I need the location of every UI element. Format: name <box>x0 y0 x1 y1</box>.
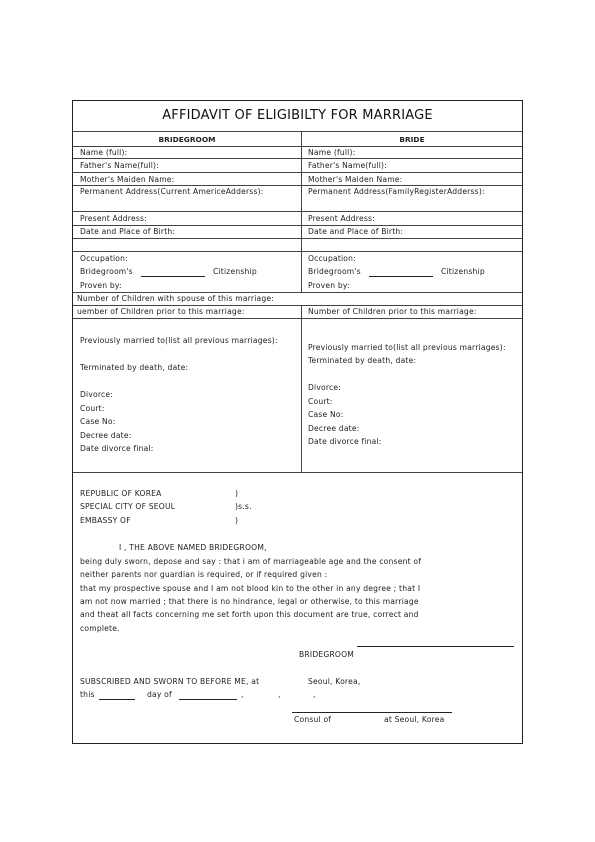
children-spouse-label: Number of Children with spouse of this marriage: <box>77 294 275 303</box>
consul-at: at Seoul, Korea <box>384 715 445 724</box>
groom-birth-label: Date and Place of Birth: <box>80 227 176 236</box>
month-blank[interactable] <box>179 699 237 700</box>
groom-mother-label: Mother's Maiden Name: <box>80 175 175 184</box>
subscribed-text: SUBSCRIBED AND SWORN TO BEFORE ME, at <box>80 677 260 686</box>
groom-court-label: Court: <box>80 404 105 413</box>
divider <box>73 225 522 226</box>
divider <box>73 211 522 212</box>
oath-line: I , THE ABOVE NAMED BRIDEGROOM, <box>119 543 267 552</box>
bride-occupation-label: Occupation: <box>308 254 356 263</box>
bride-terminated-label: Terminated by death, date: <box>308 356 417 365</box>
groom-decree-label: Decree date: <box>80 431 132 440</box>
bride-citizenship-blank[interactable] <box>369 276 433 277</box>
groom-father-label: Father's Name(full): <box>80 161 159 170</box>
subscribed-this: this <box>80 690 95 699</box>
groom-prev-married-label: Previously married to(list all previous marriages): <box>80 336 278 345</box>
column-divider <box>301 131 302 292</box>
bride-name-label: Name (full): <box>308 148 356 157</box>
oath-line: being duly sworn, depose and say : that i am of marriageable age and the consent of <box>80 557 422 566</box>
groom-citizenship-blank[interactable] <box>141 276 205 277</box>
venue-embassy: EMBASSY OF <box>80 516 131 525</box>
groom-occupation-label: Occupation: <box>80 254 128 263</box>
bride-present-label: Present Address: <box>308 214 375 223</box>
divider <box>73 305 522 306</box>
bride-header: BRIDE <box>399 135 425 144</box>
bride-mother-label: Mother's Maiden Name: <box>308 175 403 184</box>
venue-ss: )s.s. <box>235 502 252 511</box>
oath-line: am not now married ; that there is no hindrance, legal or otherwise, to this marriage <box>80 597 419 606</box>
groom-final-label: Date divorce final: <box>80 444 154 453</box>
oath-line: neither parents nor guardian is required, or if required given : <box>80 570 328 579</box>
bride-proven-label: Proven by: <box>308 281 350 290</box>
column-divider <box>301 305 302 472</box>
subscribed-comma: , <box>241 690 244 699</box>
groom-citizenship-label-a: Bridegroom's <box>80 267 133 276</box>
divider <box>73 131 522 132</box>
divider <box>73 158 522 159</box>
bride-address-label: Permanent Address(FamilyRegisterAdderss): <box>308 187 485 196</box>
venue-republic: REPUBLIC OF KOREA <box>80 489 162 498</box>
bride-final-label: Date divorce final: <box>308 437 382 446</box>
divider <box>73 238 522 239</box>
subscribed-comma: , <box>278 690 281 699</box>
bridegroom-header: BRIDEGROOM <box>158 135 216 144</box>
groom-present-label: Present Address: <box>80 214 147 223</box>
divider <box>73 146 522 147</box>
day-blank[interactable] <box>99 699 135 700</box>
groom-divorce-label: Divorce: <box>80 390 114 399</box>
subscribed-day-of: day of <box>147 690 172 699</box>
bride-children-prior-label: Number of Children prior to this marriage: <box>308 307 477 316</box>
consul-label: Consul of <box>294 715 332 724</box>
divider <box>73 318 522 319</box>
groom-citizenship-label-b: Citizenship <box>213 267 257 276</box>
bride-case-label: Case No: <box>308 410 344 419</box>
signature-line[interactable] <box>357 646 514 647</box>
affidavit-form <box>72 100 523 744</box>
groom-case-label: Case No: <box>80 417 116 426</box>
bride-citizenship-label-a: Bridegroom's <box>308 267 361 276</box>
divider <box>73 185 522 186</box>
divider <box>73 472 522 473</box>
venue-city: SPECIAL CITY OF SEOUL <box>80 502 176 511</box>
oath-line: and theat all facts concerning me set forth upon this document are true, correct and <box>80 610 419 619</box>
bride-prev-married-label: Previously married to(list all previous marriages): <box>308 343 506 352</box>
bride-divorce-label: Divorce: <box>308 383 342 392</box>
bride-father-label: Father's Name(full): <box>308 161 387 170</box>
oath-line: that my prospective spouse and I am not blood kin to the other in any degree ; that I <box>80 584 421 593</box>
subscribed-comma: , <box>313 690 316 699</box>
bride-court-label: Court: <box>308 397 333 406</box>
groom-terminated-label: Terminated by death, date: <box>80 363 189 372</box>
consul-signature-line[interactable] <box>292 712 452 713</box>
form-title: AFFIDAVIT OF ELIGIBILTY FOR MARRIAGE <box>162 108 433 123</box>
groom-address-label: Permanent Address(Current AmericeAdderss): <box>80 187 264 196</box>
divider <box>73 251 522 252</box>
bride-birth-label: Date and Place of Birth: <box>308 227 404 236</box>
divider <box>73 172 522 173</box>
oath-line: complete. <box>80 624 120 633</box>
bride-decree-label: Decree date: <box>308 424 360 433</box>
groom-name-label: Name (full): <box>80 148 128 157</box>
bride-citizenship-label-b: Citizenship <box>441 267 485 276</box>
venue-paren-1: ) <box>235 489 239 498</box>
groom-proven-label: Proven by: <box>80 281 122 290</box>
signature-label: BRIDEGROOM <box>299 650 355 659</box>
divider <box>73 292 522 293</box>
venue-paren-3: ) <box>235 516 239 525</box>
subscribed-place: Seoul, Korea, <box>308 677 361 686</box>
groom-children-prior-label: uember of Children prior to this marriage: <box>77 307 245 316</box>
